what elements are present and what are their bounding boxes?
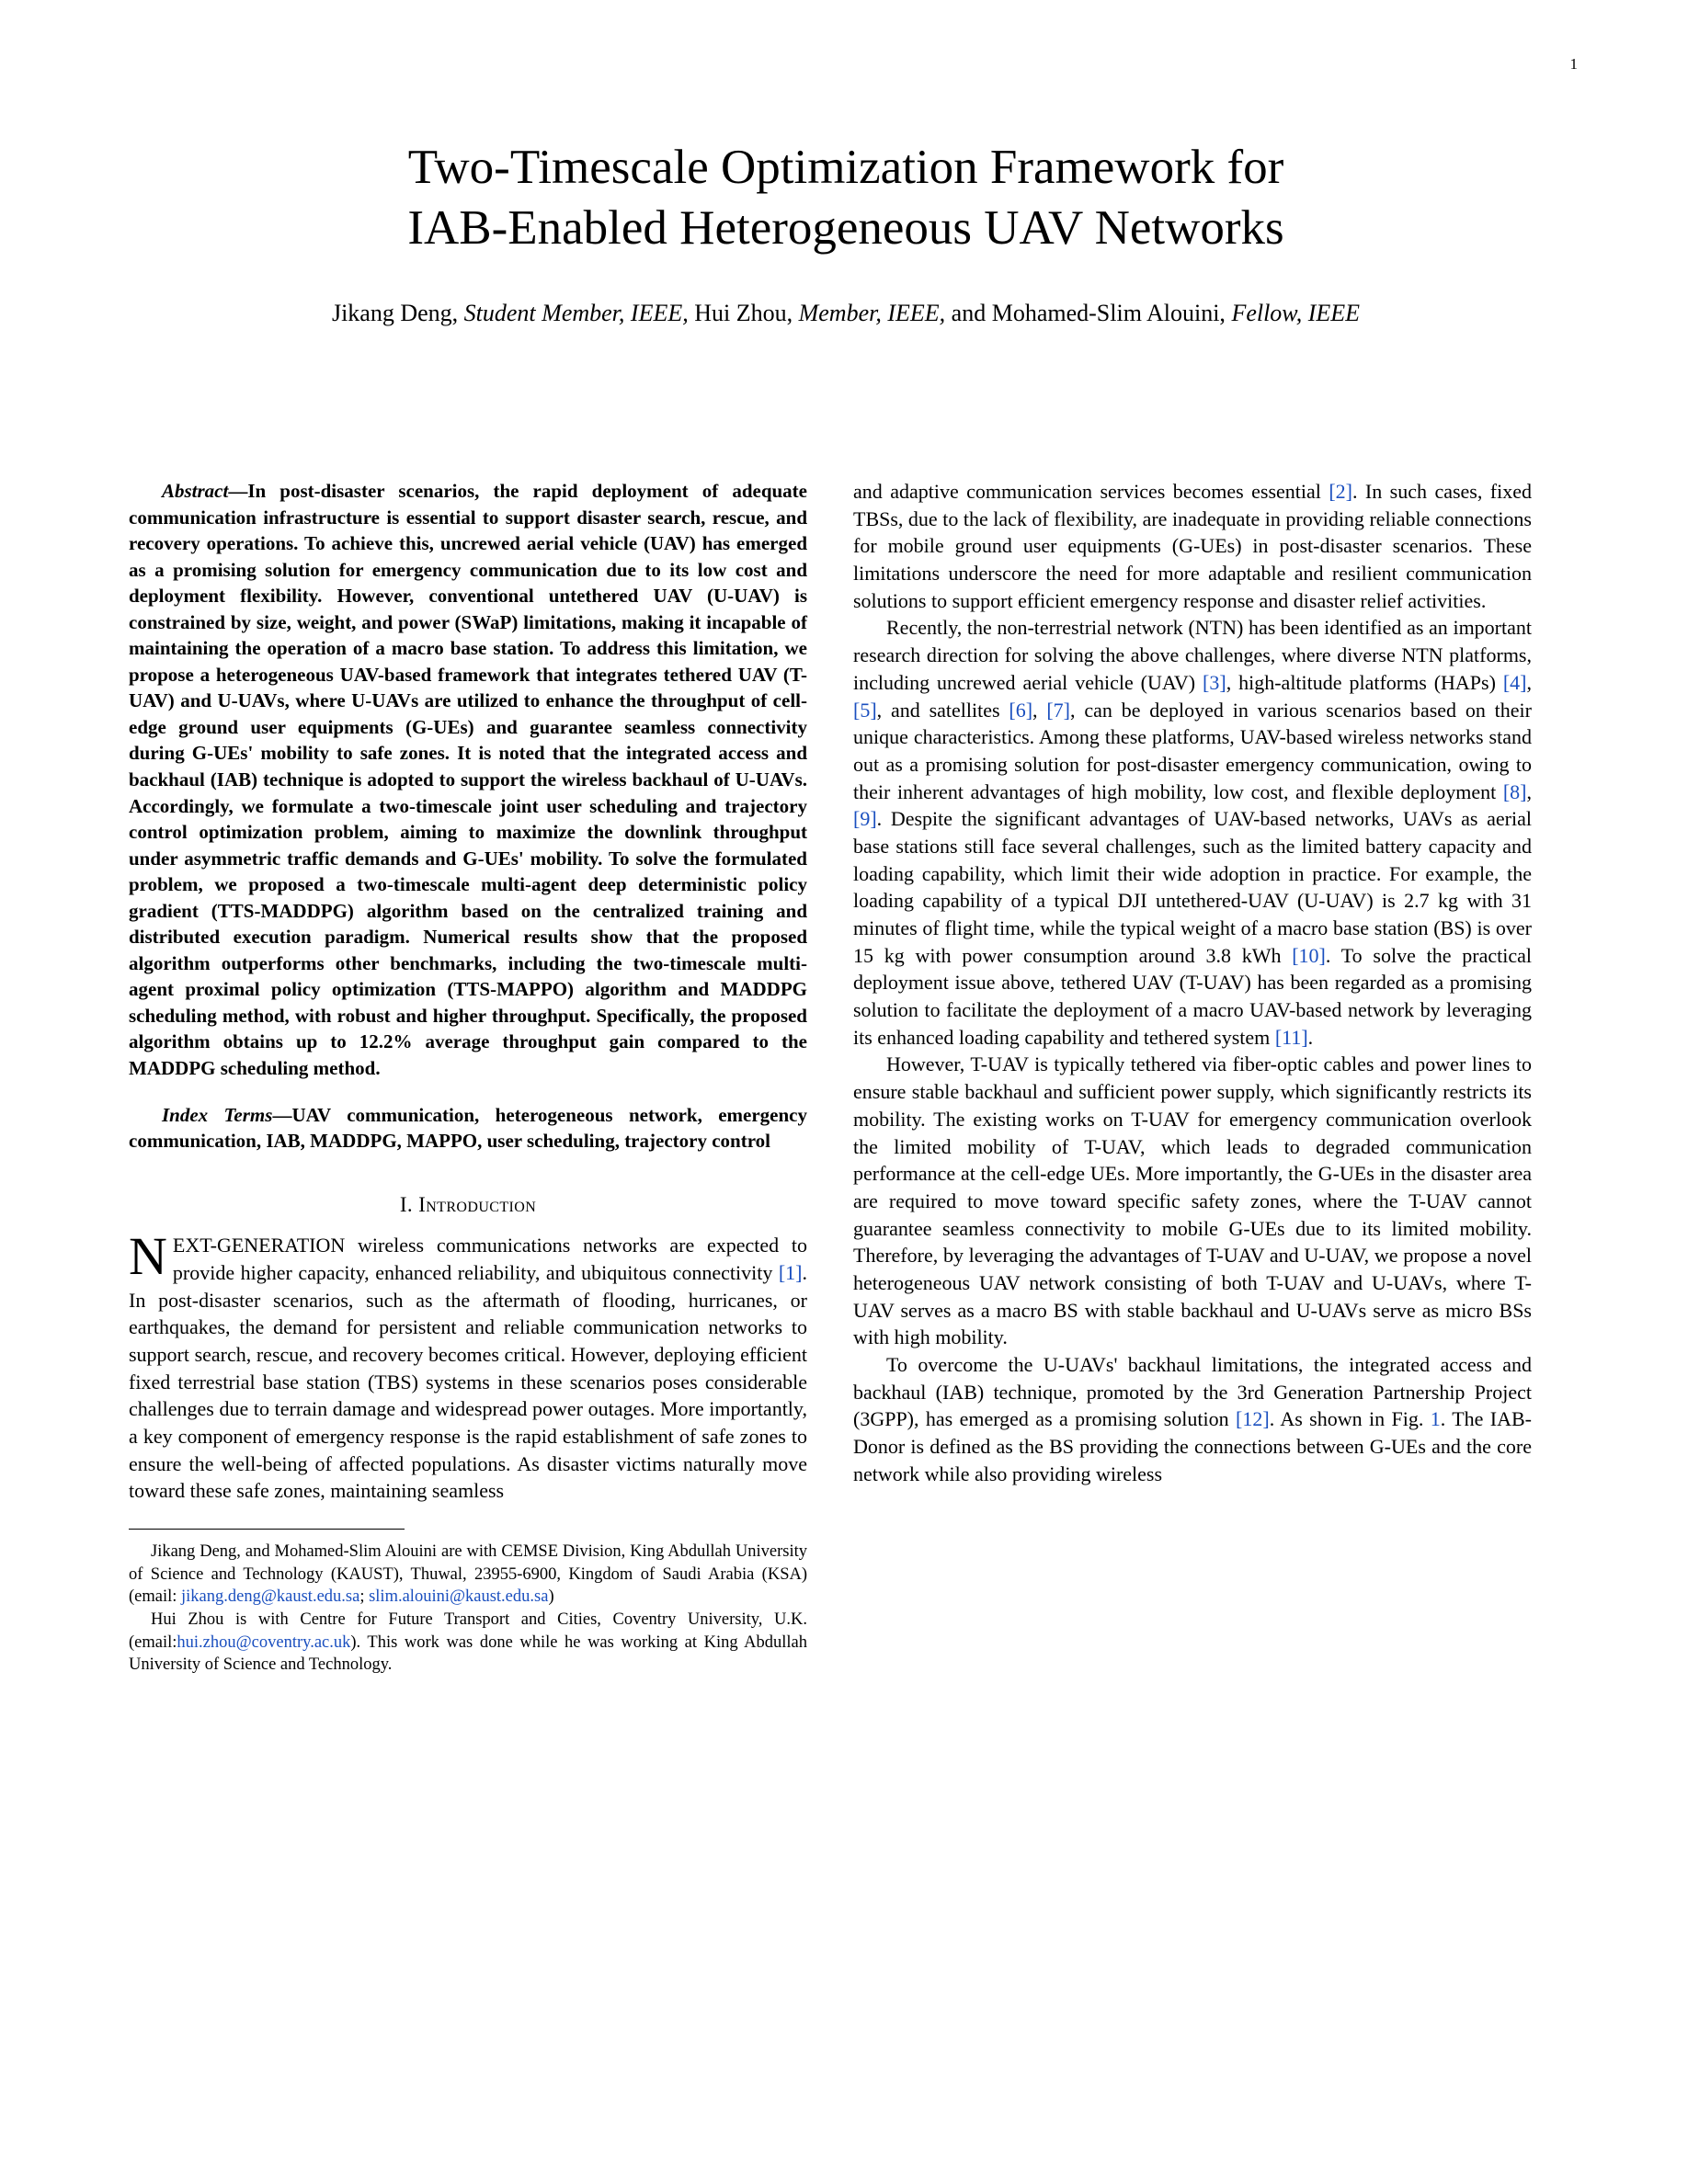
index-terms-paragraph [129, 1102, 807, 1155]
right-column [853, 478, 1532, 1487]
index-terms-text: —UAV communication, heterogeneous network, emergency communication, IAB, MADDPG, MAPPO, user scheduling, trajectory control [129, 1103, 807, 1153]
drop-cap-letter: N [129, 1226, 167, 1287]
author-2-name: Hui Zhou, [694, 300, 793, 327]
right-p2-text-e: . Despite the significant advantages of UAV-based networks, UAVs as aerial base stations still face several challenges, such as the limited battery capacity and loading capability, which limit their wide adoption in practice. For example, the loading capability of a typical DJI untethered-UAV (U-UAV) is 2.7 kg with 31 minutes of flight time, while the typical weight of a macro base station (BS) is over 15 kg with power consumption around 3.8 kWh [853, 807, 1532, 967]
right-p2-text-f: . To solve the practical deployment issue above, tethered UAV (T-UAV) has been regarded as a promising solution to facilitate the deployment of a macro UAV-based network by leveraging its enhanced loading capability and tethered system [853, 943, 1532, 1049]
footnote-1-text-a: Jikang Deng, and Mohamed-Slim Alouini are with CEMSE Division, King Abdullah University of Science and Technology (KAUST), Thuwal, 23955-6900, Kingdom of Saudi Arabia (KSA) (email: [129, 1542, 807, 1607]
right-p2-sep-3: , [1526, 779, 1532, 803]
citation-link-12[interactable]: [12] [1236, 1407, 1270, 1431]
right-paragraph-4 [853, 1351, 1532, 1487]
citation-link-2[interactable]: [2] [1329, 480, 1352, 503]
right-paragraph-1 [853, 478, 1532, 614]
footnote-2-text-b: ). This work was done while he was working at King Abdullah University of Science and Technology. [129, 1632, 807, 1675]
footnote-2-text-a: Hui Zhou is with Centre for Future Transport and Cities, Coventry University, U.K. (email: [129, 1610, 807, 1652]
citation-link-1[interactable]: [1] [778, 1260, 803, 1284]
left-column [129, 478, 807, 1677]
citation-link-4[interactable]: [4] [1502, 670, 1527, 694]
abstract-text: —In post-disaster scenarios, the rapid deployment of adequate communication infrastructure is essential to support disaster search, rescue, and recovery operations. To achieve this, uncrewed aerial vehicle (UAV) has emerged as a promising solution for emergency communication due to its low cost and deployment flexibility. However, conventional untethered UAV (U-UAV) is constrained by size, weight, and power (SWaP) limitations, making it incapable of maintaining the operation of a macro base station. To address this limitation, we propose a heterogeneous UAV-based framework that integrates tethered UAV (T-UAV) and U-UAVs, where U-UAVs are utilized to enhance the throughput of cell-edge ground user equipments (G-UEs) and guarantee seamless connectivity during G-UEs' mobility to safe zones. It is noted that the integrated access and backhaul (IAB) technique is adopted to support the wireless backhaul of U-UAVs. Accordingly, we formulate a two-timescale joint user scheduling and trajectory control optimization problem, aiming to maximize the downlink throughput under asymmetric traffic demands and G-UEs' mobility. To solve the formulated problem, we proposed a two-timescale multi-agent deep deterministic policy gradient (TTS-MADDPG) algorithm based on the centralized training and distributed execution paradigm. Numerical results show that the proposed algorithm outperforms other benchmarks, including the two-timescale multi-agent proximal policy optimization (TTS-MAPPO) algorithm and MADDPG scheduling method, with robust and higher throughput. Specifically, the proposed algorithm obtains up to 12.2% average throughput gain compared to the MADDPG scheduling method. [129, 480, 807, 1080]
index-terms-label: Index Terms [162, 1103, 273, 1126]
author-2-role: Member, IEEE, [798, 300, 946, 327]
author-3-name: and Mohamed-Slim Alouini, [951, 300, 1226, 327]
abstract-label: Abstract [162, 480, 229, 502]
figure-link-1[interactable]: 1 [1430, 1407, 1441, 1431]
right-p4-text-a: To overcome the U-UAVs' backhaul limitations, the integrated access and backhaul (IAB) technique, promoted by the 3rd Generation Partnership Project (3GPP), has emerged as a promising solution [853, 1353, 1532, 1431]
footnote-1 [129, 1541, 807, 1609]
right-paragraph-3: However, T-UAV is typically tethered via fiber-optic cables and power lines to ensure stable backhaul and sufficient power supply, which significantly restricts its mobility. The existing works on T-UAV for emergency communication overlook the limited mobility of T-UAV, which leads to degraded communication performance at the cell-edge UEs. More importantly, the G-UEs in the disaster area are required to move toward specific safety zones, where the T-UAV cannot guarantee seamless connectivity to mobile G-UEs due to its limited mobility. Therefore, by leveraging the advantages of T-UAV and U-UAV, we propose a novel heterogeneous UAV network consisting of both T-UAV and U-UAVs, where T-UAV serves as a macro BS with stable backhaul and U-UAVs serve as micro BSs with high mobility. [853, 1052, 1532, 1349]
section-heading-introduction: I. Introduction [399, 1192, 537, 1216]
footnote-1-text-b: ) [548, 1587, 554, 1607]
author-3-role: Fellow, IEEE [1231, 300, 1361, 327]
intro-text-b: . In post-disaster scenarios, such as the aftermath of flooding, hurricanes, or earthquakes, the demand for persistent and reliable communication networks to support search, rescue, and recovery becomes critical. However, deploying efficient fixed terrestrial base station (TBS) systems in these scenarios poses considerable challenges due to terrain damage and widespread power outages. More importantly, a key component of emergency response is the rapid establishment of safe zones to ensure the well-being of affected populations. As disaster victims naturally move toward these safe zones, maintaining seamless [129, 1260, 807, 1503]
right-p1-text-a: and adaptive communication services becomes essential [853, 480, 1329, 503]
citation-link-11[interactable]: [11] [1274, 1025, 1308, 1049]
citation-link-5[interactable]: [5] [853, 698, 877, 722]
citation-link-10[interactable]: [10] [1292, 943, 1326, 967]
right-p2-text-d: , can be deployed in various scenarios based on their unique characteristics. Among these platforms, UAV-based wireless networks stand out as a promising solution for post-disaster emergency communication, owing to their inherent advantages of high mobility, low cost, and flexible deployment [853, 698, 1532, 803]
title-block [184, 138, 1508, 331]
email-link-2[interactable]: slim.alouini@kaust.edu.sa [369, 1587, 549, 1607]
author-1-role: Student Member, IEEE, [463, 300, 689, 327]
right-p4-text-c: . The IAB-Donor is defined as the BS providing the connections between G-UEs and the core network while also providing wireless [853, 1407, 1532, 1485]
abstract-paragraph [129, 478, 807, 1082]
right-p2-text-a: Recently, the non-terrestrial network (NTN) has been identified as an important research direction for solving the above challenges, where diverse NTN platforms, including uncrewed aerial vehicle (UAV) [853, 616, 1532, 694]
citation-link-8[interactable]: [8] [1502, 779, 1527, 803]
right-paragraph-2 [853, 614, 1532, 1051]
email-link-1[interactable]: jikang.deng@kaust.edu.sa [181, 1587, 360, 1607]
footnote-2 [129, 1609, 807, 1677]
author-1-name: Jikang Deng, [331, 300, 459, 327]
citation-link-3[interactable]: [3] [1203, 670, 1226, 694]
right-p2-text-c: , and satellites [876, 698, 1009, 722]
right-p4-text-b: . As shown in Fig. [1269, 1407, 1431, 1431]
author-list [184, 297, 1508, 330]
citation-link-6[interactable]: [6] [1009, 698, 1033, 722]
page-title-line-2: IAB-Enabled Heterogeneous UAV Networks [407, 200, 1284, 255]
page-title-line-1: Two-Timescale Optimization Framework for [407, 141, 1284, 194]
right-p1-text-b: . In such cases, fixed TBSs, due to the lack of flexibility, are inadequate in providing reliable connections for mobile ground user equipments (G-UEs) in post-disaster scenarios. These limitations underscore the need for more adaptable and resilient communication solutions to support efficient emergency response and disaster relief activities. [853, 480, 1532, 612]
page-number: 1 [1569, 55, 1578, 73]
citation-link-7[interactable]: [7] [1046, 698, 1071, 722]
right-p2-text-g: . [1307, 1025, 1314, 1049]
intro-first-paragraph [129, 1226, 807, 1505]
footnote-1-sep: ; [359, 1587, 370, 1607]
intro-text-a: EXT-GENERATION wireless communications networks are expected to provide higher capacity, enhanced reliability, and ubiquitous connectivity [172, 1234, 807, 1284]
citation-link-9[interactable]: [9] [853, 807, 877, 831]
right-p2-sep-2: , [1032, 698, 1047, 722]
footnote-divider [129, 1529, 405, 1530]
right-p2-sep-1: , [1526, 670, 1532, 694]
right-p2-text-b: , high-altitude platforms (HAPs) [1226, 670, 1503, 694]
email-link-3[interactable]: hui.zhou@coventry.ac.uk [177, 1632, 351, 1652]
footnote-block [129, 1541, 807, 1677]
